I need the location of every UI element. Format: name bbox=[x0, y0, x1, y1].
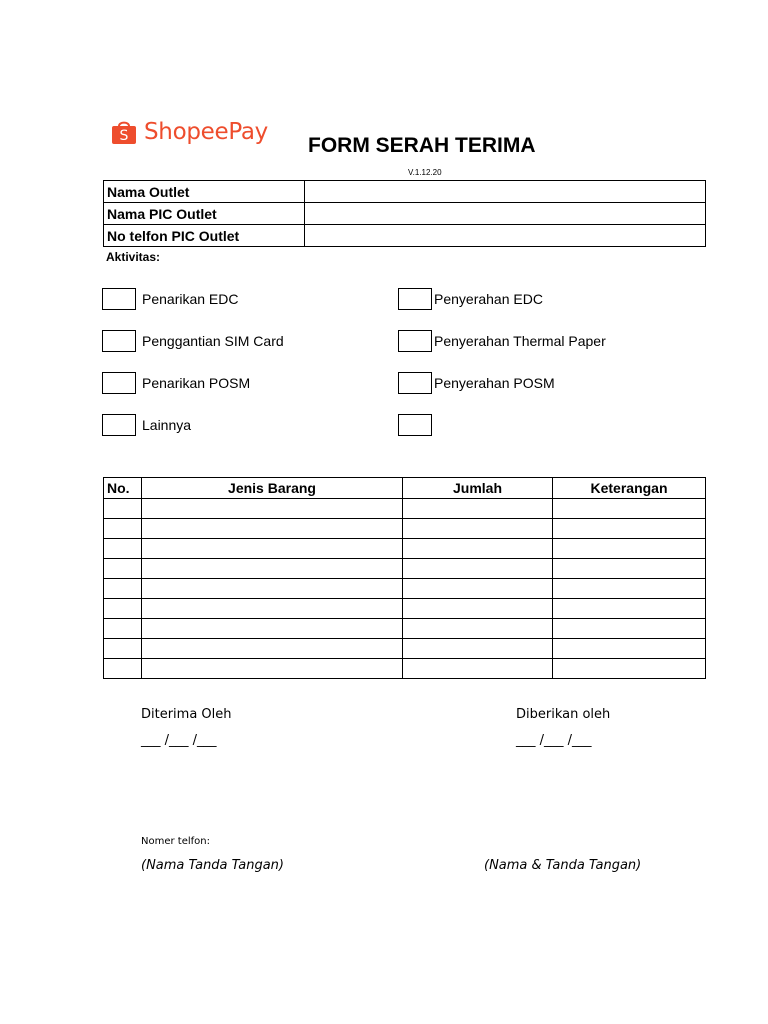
checkbox-penyerahan-thermal[interactable] bbox=[398, 330, 432, 352]
given-by-label: Diberikan oleh bbox=[516, 707, 611, 722]
table-row bbox=[104, 619, 706, 639]
table-row bbox=[104, 579, 706, 599]
item-note-cell[interactable] bbox=[553, 639, 706, 659]
phone-label: Nomer telfon: bbox=[141, 836, 210, 847]
given-date-field[interactable]: ___ /___ /___ bbox=[516, 733, 592, 748]
checkbox-label: Penggantian SIM Card bbox=[142, 333, 284, 349]
checkbox-penarikan-edc[interactable] bbox=[102, 288, 136, 310]
items-header-row bbox=[104, 478, 706, 499]
shopeepay-logo bbox=[110, 118, 268, 146]
item-name-cell[interactable] bbox=[142, 579, 403, 599]
info-label: Nama PIC Outlet bbox=[104, 203, 305, 225]
giver-signature-label: (Nama & Tanda Tangan) bbox=[484, 858, 642, 873]
item-name-cell[interactable] bbox=[142, 539, 403, 559]
item-no-cell[interactable] bbox=[104, 499, 142, 519]
version-label: V.1.12.20 bbox=[408, 168, 442, 177]
outlet-info-table bbox=[103, 180, 706, 247]
item-qty-cell[interactable] bbox=[403, 619, 553, 639]
received-by-label: Diterima Oleh bbox=[141, 707, 232, 722]
col-jumlah: Jumlah bbox=[403, 478, 553, 499]
pic-name-field[interactable] bbox=[305, 203, 706, 225]
item-name-cell[interactable] bbox=[142, 559, 403, 579]
checkbox-label: Penyerahan POSM bbox=[434, 375, 555, 391]
item-qty-cell[interactable] bbox=[403, 579, 553, 599]
item-note-cell[interactable] bbox=[553, 579, 706, 599]
checkbox-lainnya[interactable] bbox=[102, 414, 136, 436]
items-table bbox=[103, 477, 706, 679]
checkbox-penarikan-posm[interactable] bbox=[102, 372, 136, 394]
item-no-cell[interactable] bbox=[104, 539, 142, 559]
checkbox-blank[interactable] bbox=[398, 414, 432, 436]
checkbox-label: Penyerahan EDC bbox=[434, 291, 543, 307]
item-name-cell[interactable] bbox=[142, 519, 403, 539]
item-no-cell[interactable] bbox=[104, 619, 142, 639]
info-row-outlet-name bbox=[104, 181, 706, 203]
item-qty-cell[interactable] bbox=[403, 639, 553, 659]
checkbox-label: Penarikan EDC bbox=[142, 291, 239, 307]
pic-phone-field[interactable] bbox=[305, 225, 706, 247]
item-name-cell[interactable] bbox=[142, 599, 403, 619]
table-row bbox=[104, 639, 706, 659]
item-qty-cell[interactable] bbox=[403, 559, 553, 579]
item-name-cell[interactable] bbox=[142, 619, 403, 639]
item-name-cell[interactable] bbox=[142, 499, 403, 519]
table-row bbox=[104, 599, 706, 619]
item-note-cell[interactable] bbox=[553, 519, 706, 539]
item-qty-cell[interactable] bbox=[403, 659, 553, 679]
aktivitas-label: Aktivitas: bbox=[106, 250, 161, 264]
item-note-cell[interactable] bbox=[553, 559, 706, 579]
col-keterangan: Keterangan bbox=[553, 478, 706, 499]
brand-name: ShopeePay bbox=[144, 119, 268, 145]
info-label: Nama Outlet bbox=[104, 181, 305, 203]
info-label: No telfon PIC Outlet bbox=[104, 225, 305, 247]
checkbox-penyerahan-edc[interactable] bbox=[398, 288, 432, 310]
item-note-cell[interactable] bbox=[553, 599, 706, 619]
item-no-cell[interactable] bbox=[104, 519, 142, 539]
item-no-cell[interactable] bbox=[104, 659, 142, 679]
checkbox-label: Lainnya bbox=[142, 417, 192, 433]
item-qty-cell[interactable] bbox=[403, 599, 553, 619]
item-name-cell[interactable] bbox=[142, 639, 403, 659]
checkbox-label: Penyerahan Thermal Paper bbox=[434, 333, 606, 349]
item-note-cell[interactable] bbox=[553, 539, 706, 559]
item-no-cell[interactable] bbox=[104, 599, 142, 619]
col-no: No. bbox=[104, 478, 142, 499]
item-qty-cell[interactable] bbox=[403, 519, 553, 539]
outlet-name-field[interactable] bbox=[305, 181, 706, 203]
info-row-pic-name bbox=[104, 203, 706, 225]
item-name-cell[interactable] bbox=[142, 659, 403, 679]
item-no-cell[interactable] bbox=[104, 559, 142, 579]
received-date-field[interactable]: ___ /___ /___ bbox=[141, 733, 217, 748]
item-qty-cell[interactable] bbox=[403, 499, 553, 519]
items-body bbox=[104, 499, 706, 679]
checkbox-label: Penarikan POSM bbox=[142, 375, 251, 391]
page-title: FORM SERAH TERIMA bbox=[308, 134, 536, 157]
item-no-cell[interactable] bbox=[104, 639, 142, 659]
table-row bbox=[104, 559, 706, 579]
item-note-cell[interactable] bbox=[553, 619, 706, 639]
checkbox-penggantian-sim[interactable] bbox=[102, 330, 136, 352]
item-qty-cell[interactable] bbox=[403, 539, 553, 559]
table-row bbox=[104, 539, 706, 559]
item-note-cell[interactable] bbox=[553, 659, 706, 679]
col-jenis-barang: Jenis Barang bbox=[142, 478, 403, 499]
receiver-signature-label: (Nama Tanda Tangan) bbox=[141, 858, 284, 873]
item-note-cell[interactable] bbox=[553, 499, 706, 519]
item-no-cell[interactable] bbox=[104, 579, 142, 599]
table-row bbox=[104, 499, 706, 519]
checkbox-penyerahan-posm[interactable] bbox=[398, 372, 432, 394]
table-row bbox=[104, 659, 706, 679]
shopping-bag-icon bbox=[110, 118, 138, 146]
table-row bbox=[104, 519, 706, 539]
info-row-pic-phone bbox=[104, 225, 706, 247]
logo-letter: S bbox=[119, 128, 129, 144]
